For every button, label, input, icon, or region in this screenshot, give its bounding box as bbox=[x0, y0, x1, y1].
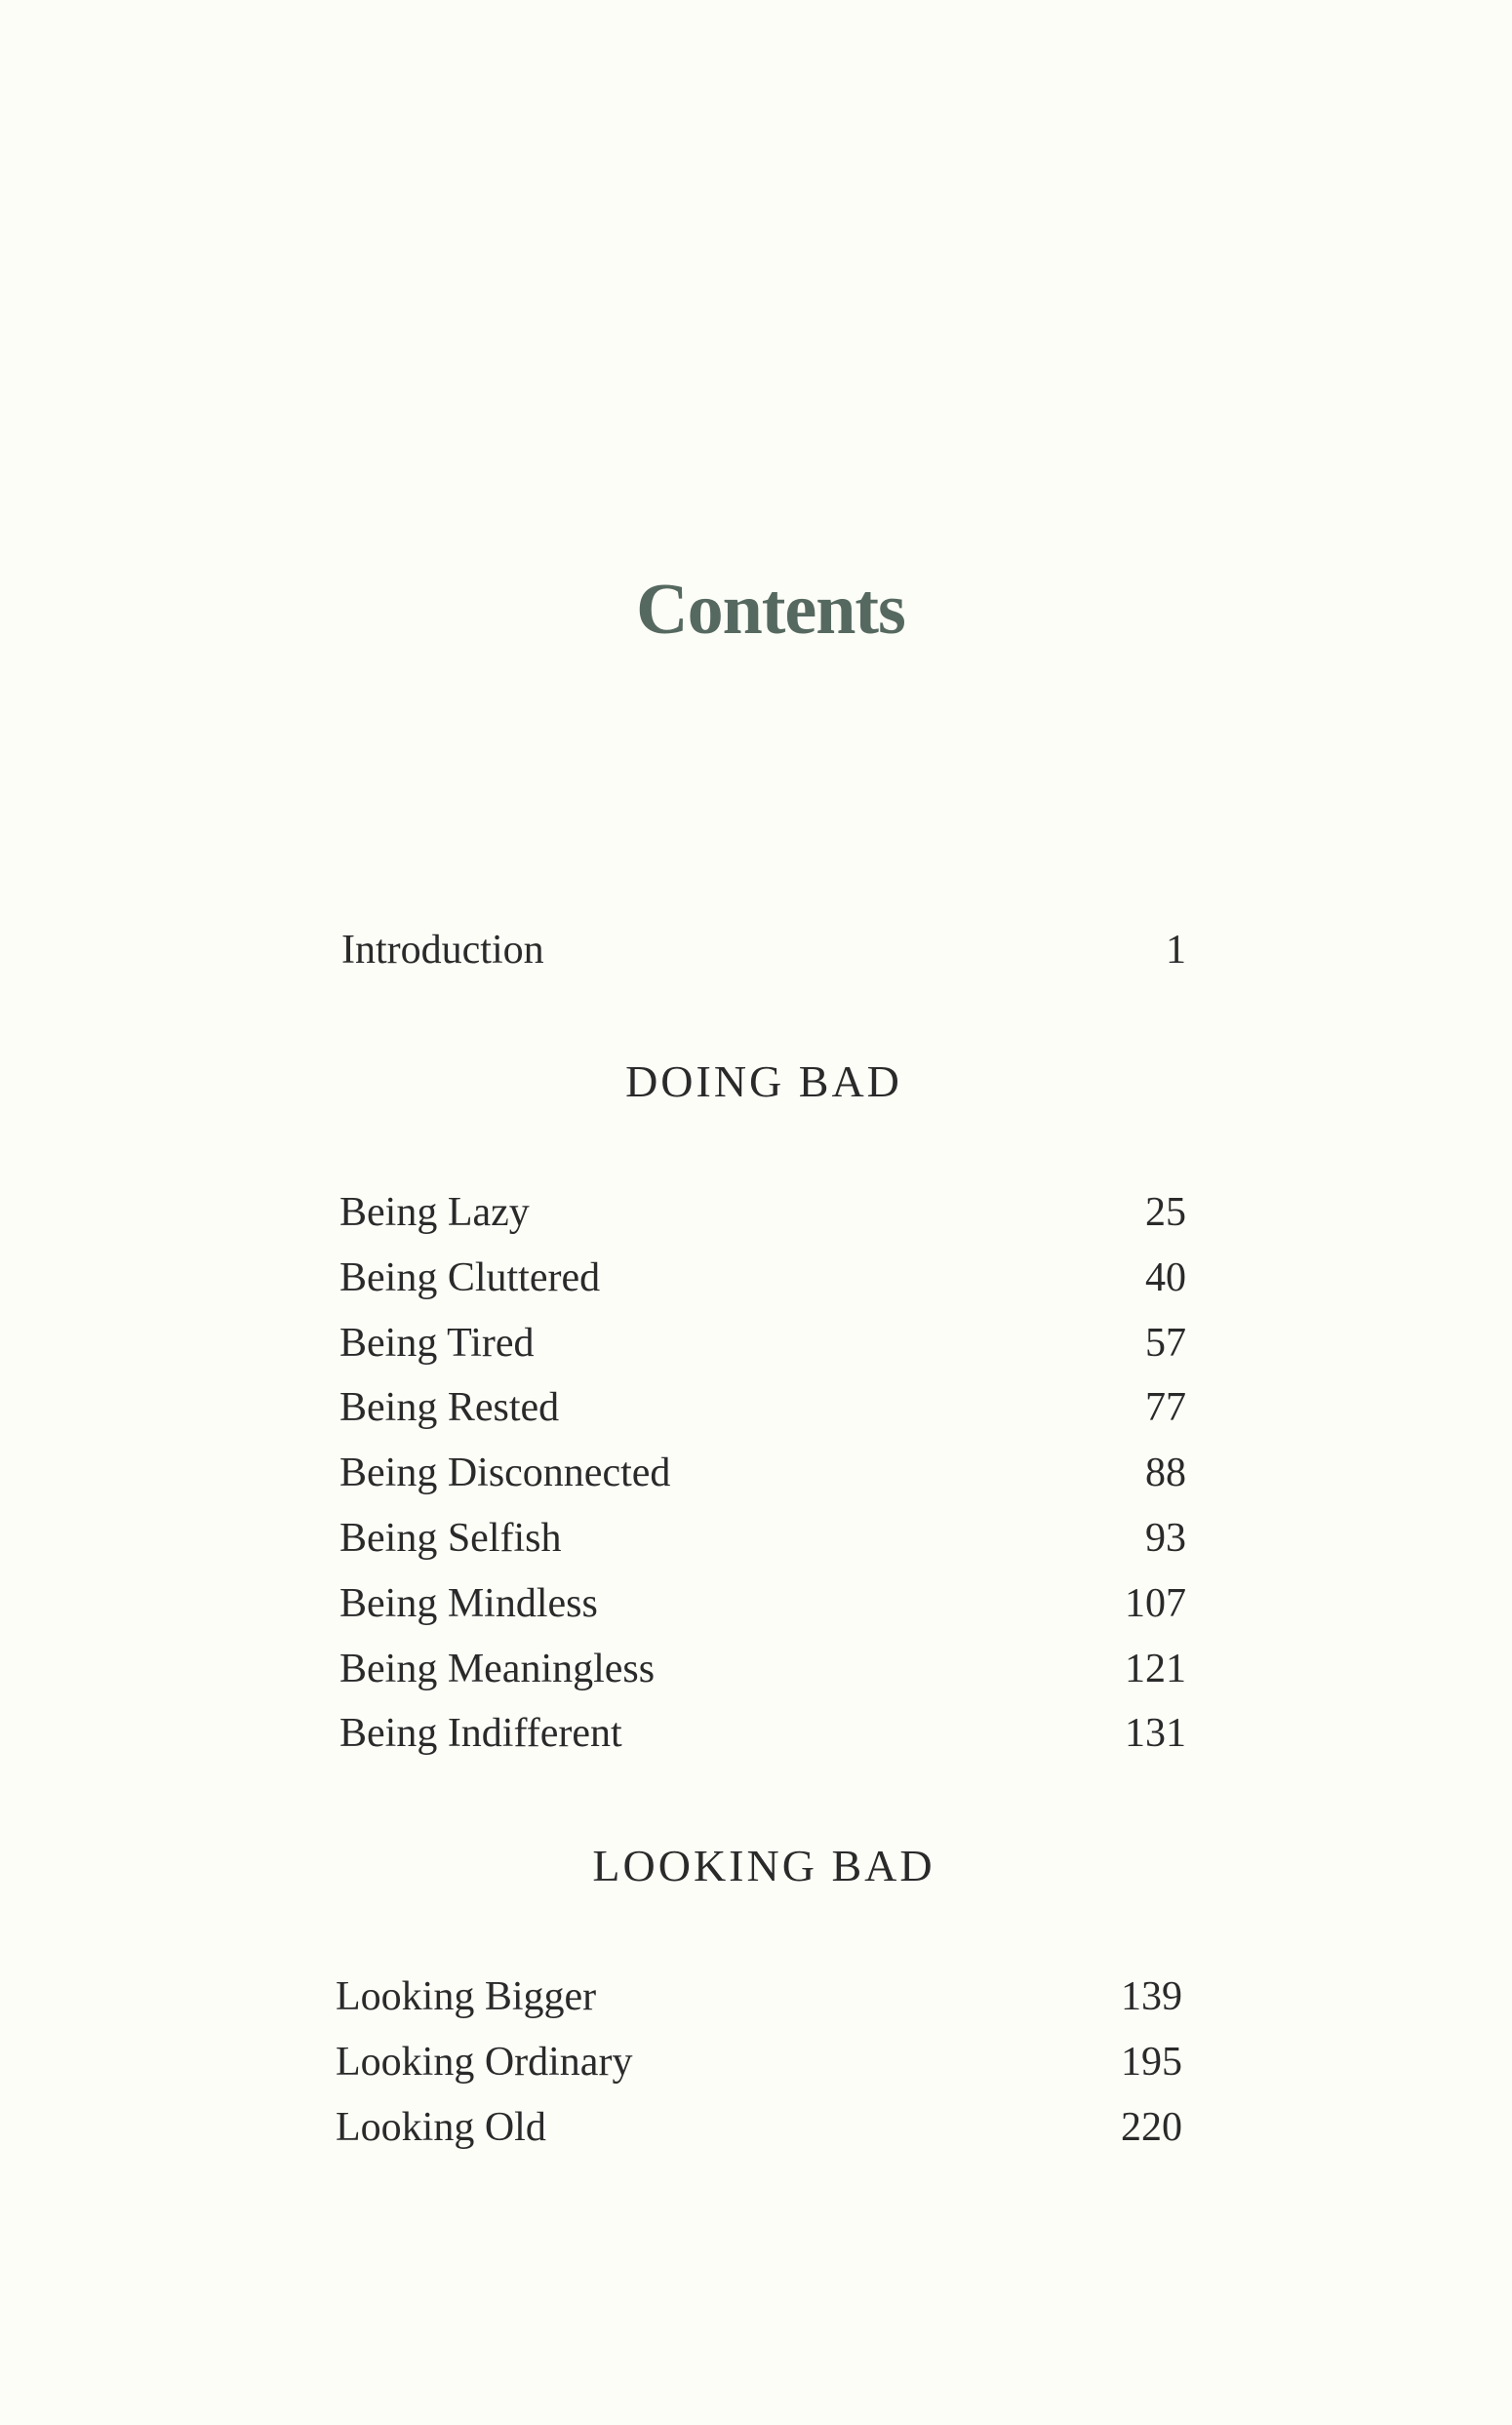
toc-entry-page: 93 bbox=[1145, 1516, 1186, 1561]
toc-entry-label: Introduction bbox=[341, 928, 544, 973]
section-heading-looking-bad: LOOKING BAD bbox=[592, 1841, 935, 1890]
toc-entry[interactable] bbox=[339, 1451, 1186, 1494]
toc-entry-page: 220 bbox=[1121, 2105, 1182, 2150]
toc-entry[interactable] bbox=[339, 1191, 1186, 1234]
toc-entry-page: 195 bbox=[1121, 2040, 1182, 2085]
toc-entry-label: Being Selfish bbox=[339, 1516, 562, 1561]
toc-entry-page: 77 bbox=[1145, 1385, 1186, 1431]
toc-entry-label: Being Disconnected bbox=[339, 1451, 671, 1496]
toc-entry-label: Looking Ordinary bbox=[336, 2040, 633, 2085]
toc-entry-label: Being Mindless bbox=[339, 1580, 598, 1626]
toc-entry-page: 25 bbox=[1145, 1190, 1186, 1235]
section-heading-doing-bad: DOING BAD bbox=[625, 1056, 902, 1106]
toc-entry-page: 1 bbox=[1166, 928, 1186, 973]
toc-entry-label: Being Rested bbox=[339, 1385, 560, 1431]
toc-entry-label: Being Tired bbox=[339, 1320, 535, 1366]
toc-entry[interactable] bbox=[339, 1582, 1186, 1625]
toc-entry-page: 40 bbox=[1145, 1254, 1186, 1300]
toc-entry-page: 131 bbox=[1125, 1711, 1186, 1757]
toc-entry-page: 107 bbox=[1125, 1580, 1186, 1626]
toc-entry-page: 57 bbox=[1145, 1320, 1186, 1366]
toc-entry[interactable] bbox=[339, 1712, 1186, 1755]
toc-entry-label: Being Meaningless bbox=[339, 1646, 656, 1691]
page-title: Contents bbox=[636, 570, 905, 650]
toc-entry-label: Being Cluttered bbox=[339, 1254, 601, 1300]
toc-entry-label: Being Indifferent bbox=[339, 1711, 622, 1757]
toc-entry[interactable] bbox=[339, 1386, 1186, 1429]
toc-entry[interactable] bbox=[336, 1975, 1182, 2018]
toc-entry[interactable] bbox=[339, 1648, 1186, 1690]
toc-entry-page: 88 bbox=[1145, 1451, 1186, 1496]
toc-entry-page: 121 bbox=[1125, 1646, 1186, 1691]
toc-entry-label: Looking Old bbox=[336, 2105, 546, 2150]
toc-entry[interactable] bbox=[336, 2041, 1182, 2084]
toc-entry[interactable] bbox=[339, 1322, 1186, 1365]
toc-entry[interactable] bbox=[336, 2106, 1182, 2149]
toc-entry-label: Looking Bigger bbox=[336, 1974, 597, 2019]
toc-entry-page: 139 bbox=[1121, 1974, 1182, 2019]
toc-entry-introduction[interactable] bbox=[341, 929, 1186, 972]
toc-entry[interactable] bbox=[339, 1256, 1186, 1299]
toc-entry[interactable] bbox=[339, 1517, 1186, 1560]
toc-entry-label: Being Lazy bbox=[339, 1190, 530, 1235]
